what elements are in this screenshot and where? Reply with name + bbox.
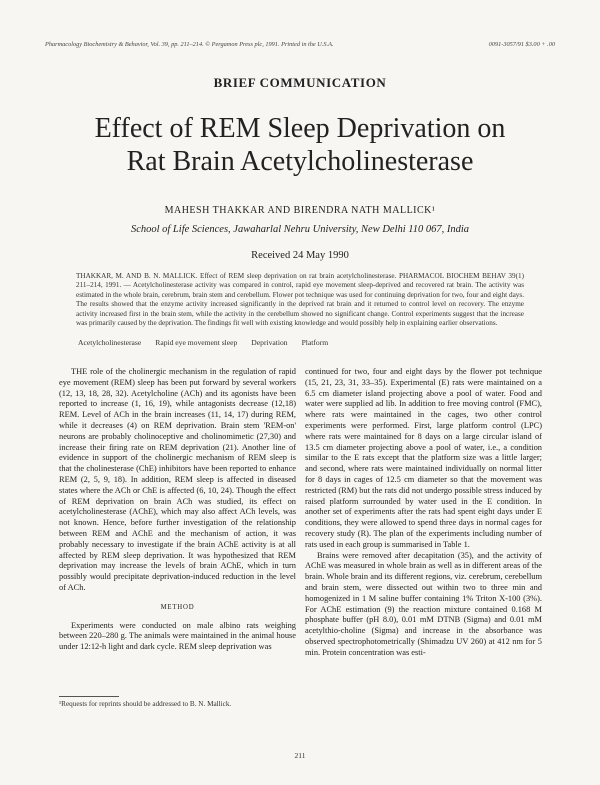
running-head-issn: 0091-3057/91 $3.00 + .00 [488,41,555,48]
left-column [59,367,296,653]
title-line-1: Effect of REM Sleep Deprivation on [94,113,506,144]
method-continued-paragraph: continued for two, four and eight days by the flower pot technique (15, 21, 23, 31, 33–35). Experimental (E) rats were maintained on a 6.5 cm diameter island projecting above a pool of water. Food and water were supplied ad lib. In addition to free moving control (FMC), where rats were maintained in the cages, two other control experiments were performed. First, large platform control (LPC) where rats were maintained for 8 days on a large circular island of 13.5 cm diameter projecting above a pool of water, i.e., a condition similar to the E rats except that the platform size was a little larger; and second, where rats were maintained individually on normal litter for 8 days in cages of 12.5 cm diameter so that the movement was restricted (RM) but the rats did not undergo possible stress induced by raised platform surrounded by water used in the E condition. In another set of experiments after the rats had spent eight days under E conditions, they were allowed to spend three days in normal cages for recovery study (R). The plan of the experiments including number of rats used in each group is summarised in Table 1. [305,367,542,549]
running-head [45,41,555,48]
keywords [78,338,524,347]
abstract: THAKKAR, M. AND B. N. MALLICK. Effect of REM sleep deprivation on rat brain acetylcholinesterase. PHARMACOL BIOCHEM BEHAV 39(1) 211–214, 1991. — Acetylcholinesterase activity was compared in control, rapid eye movement sleep-deprived and recovered rat brain. The activity was estimated in the whole brain, cerebrum, brain stem and cerebellum. Flower pot technique was used for continuing deprivation for two, four and eight days. The results showed that the enzyme activity increased significantly in the deprived rat brain and it returned to control level on recovery. The enzyme activity increased first in the brain stem, while the activity in the cerebellum showed no significant change. Control experiments suggest that the increase was primarily caused by the deprivation. The findings fit well with existing knowledge and would possibly help in explaining earlier observations. [76,272,524,328]
keyword: Platform [301,338,329,347]
footnote: ¹Requests for reprints should be addressed to B. N. Mallick. [59,700,232,708]
received-date: Received 24 May 1990 [251,250,349,261]
keyword: Acetylcholinesterase [78,338,142,347]
intro-paragraph: THE role of the cholinergic mechanism in the regulation of rapid eye movement (REM) sleep has been put forward by several workers (12, 13, 18, 28, 32). Acetylcholine (ACh) and its agonists have been reported to increase (1, 16, 19), while antagonists decrease (12,18) REM. Level of ACh in the brain increases (11, 14, 17) during REM, while it decreases (4) on REM deprivation. Brain stem 'REM-on' neurons are probably cholinoceptive and cholinomimetic (27,30) and increase their firing rate on REM deprivation (21). Another line of evidence in support of the cholinergic mechanism of REM sleep is that the cholinesterase (ChE) inhibitors have been reported to enhance REM (2, 5, 9, 18). In addition, REM sleep is affected in diseased states where the ACh or ChE is affected (6, 10, 24). Though the effect of REM deprivation on brain ACh was studied, its effect on acetylcholinesterase (AChE), which may also affect ACh levels, was not known. Hence, before further investigation of the relationship between REM and AChE and the mechanism of action, it was probably necessary to investigate if the brain AChE activity is at all affected by REM sleep deprivation. It was hypothesized that REM deprivation may increase the levels of brain AChE, which in turn possibly would precipitate deprivation-induced reduction in the level of ACh. [59,367,296,592]
article-title [0,112,600,178]
method-heading: METHOD [160,603,195,611]
brain-dissection-paragraph: Brains were removed after decapitation (35), and the activity of AChE was measured in whole brain as well as in different areas of the brain. Whole brain and its different regions, viz. cerebrum, cerebellum and brain stem, were dissected out within two to three min and homogenized in 1 M saline buffer containing 1% Triton X-100 (3%). For AChE estimation (9) the reaction mixture contained 0.168 M phosphate buffer (pH 8.0), 0.01 mM DTNB (Sigma) and 0.01 mM acetylthio-choline (Sigma) and increase in the absorbance was observed spectrophotometrically (Shimadzu UV 260) at 412 nm for 5 min. Protein concentration was esti- [305,550,542,657]
authors: MAHESH THAKKAR AND BIRENDRA NATH MALLICK¹ [164,205,436,216]
affiliation: School of Life Sciences, Jawaharlal Nehru University, New Delhi 110 067, India [130,224,470,235]
keyword: Rapid eye movement sleep [155,338,238,347]
title-line-2: Rat Brain Acetylcholinesterase [126,146,474,177]
footnote-divider [59,696,119,697]
running-head-citation: Pharmacology Biochemistry & Behavior, Vol. 39, pp. 211–214. © Pergamon Press plc, 1991. Printed in the U.S.A. [45,41,334,48]
page-number: 211 [294,751,306,760]
method-paragraph: Experiments were conducted on male albino rats weighing between 220–280 g. The animals were maintained in the animal house under 12:12-h light and dark cycle. REM sleep deprivation was [59,620,296,652]
right-column [305,367,542,659]
section-label: BRIEF COMMUNICATION [213,75,387,90]
keyword: Deprivation [251,338,288,347]
